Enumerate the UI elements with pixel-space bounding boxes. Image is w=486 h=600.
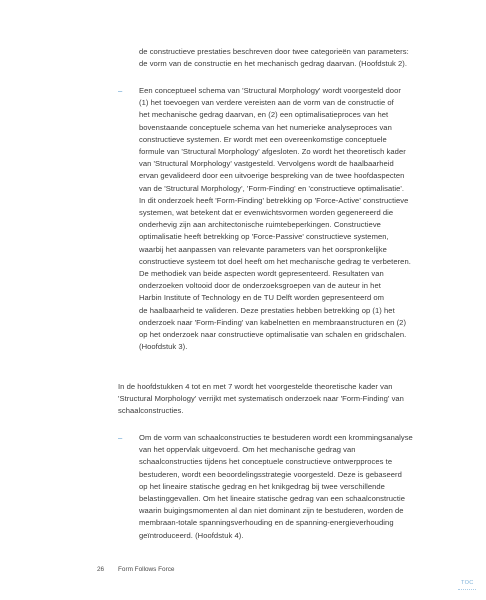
text-line: op het onderzoek naar constructieve optimalisatie van schalen en gridschalen. bbox=[139, 330, 407, 340]
text-line: belastinggevallen. Om het lineaire statische gedrag van een schaalconstructie bbox=[139, 494, 405, 504]
text-line: het mechanische gedrag daarvan, en (2) een optimalisatieproces van het bbox=[139, 110, 389, 120]
text-line: waarbij het aanpassen van relevante parameters van het oorspronkelijke bbox=[139, 244, 387, 254]
text-line: waarin buigingsmomenten al dan niet dominant zijn te bestuderen, worden de bbox=[139, 506, 404, 516]
toc-link[interactable]: TOC bbox=[461, 580, 474, 586]
text-line: geïntroduceerd. (Hoofdstuk 4). bbox=[139, 530, 244, 540]
text-line: de haalbaarheid te valideren. Deze prestaties hebben betrekking op (1) het bbox=[139, 305, 395, 315]
text-line: systemen, wat betekent dat er evenwichtsvormen worden gegenereerd die bbox=[139, 208, 394, 218]
text-line: van de 'Structural Morphology', 'Form-Finding' en 'constructieve optimalisatie'. bbox=[139, 183, 405, 193]
paragraph-chapters-overview bbox=[118, 381, 404, 418]
paragraph-intro-continuation bbox=[139, 46, 409, 70]
text-line: onderzoeken voltooid door de onderzoeksgroepen van de auteur in het bbox=[139, 281, 381, 291]
paragraph-structural-morphology bbox=[139, 85, 411, 353]
text-line: Harbin Institute of Technology en de TU Delft worden gepresenteerd om bbox=[139, 293, 385, 303]
text-line: op het lineaire statische gedrag en het knikgedrag bij twee verschillende bbox=[139, 481, 385, 491]
text-line: optimalisatie heeft betrekking op 'Force-Passive' constructieve systemen, bbox=[139, 232, 389, 242]
bullet-dash: – bbox=[118, 86, 123, 95]
toc-divider bbox=[458, 589, 476, 590]
text-line: Een conceptueel schema van 'Structural Morphology' wordt voorgesteld door bbox=[139, 86, 401, 95]
footer-running-title: Form Follows Force bbox=[118, 566, 175, 573]
text-line: bestuderen, wordt een beoordelingsstrategie voorgesteld. Deze is gebaseerd bbox=[139, 469, 402, 479]
text-line: bovenstaande conceptuele schema van het numerieke analyseproces van bbox=[139, 122, 392, 132]
text-line: schaalconstructies tijdens het conceptuele constructieve ontwerpproces te bbox=[139, 457, 393, 467]
text-line: onderzoek naar 'Form-Finding' van kabelnetten en membraanstructuren en (2) bbox=[139, 317, 407, 327]
text-line: 'Structural Morphology' verrijkt met systematisch onderzoek naar 'Form-Finding' van bbox=[118, 394, 404, 404]
text-line: In de hoofdstukken 4 tot en met 7 wordt het voorgestelde theoretische kader van bbox=[118, 382, 393, 391]
text-line: membraan-totale spanningsverhouding en de spanning-energieverhouding bbox=[139, 518, 394, 528]
text-line: van 'Structural Morphology' vastgesteld. Vervolgens wordt de haalbaarheid bbox=[139, 159, 394, 169]
text-line: formule van 'Structural Morphology' afgesloten. Zo wordt het theoretisch kader bbox=[139, 147, 406, 157]
text-line: constructieve systemen. Er wordt met een overeenkomstige conceptuele bbox=[139, 134, 387, 144]
text-line: de vorm van de constructie en het mechanisch gedrag daarvan. (Hoofdstuk 2). bbox=[139, 59, 407, 69]
footer-page-number: 26 bbox=[97, 566, 105, 573]
text-line: onderhevig zijn aan architectonische ruimtebeperkingen. Constructieve bbox=[139, 220, 381, 230]
text-line: (Hoofdstuk 3). bbox=[139, 342, 188, 352]
text-line: constructieve systeem tot doel heeft om het mechanische gedrag te verbeteren. bbox=[139, 256, 411, 266]
text-line: van het oppervlak uitgevoerd. Om het mechanische gedrag van bbox=[139, 445, 356, 455]
paragraph-chapter-4 bbox=[139, 432, 413, 542]
text-line: de constructieve prestaties beschreven door twee categorieën van parameters: bbox=[139, 47, 409, 56]
text-line: Om de vorm van schaalconstructies te bestuderen wordt een krommingsanalyse bbox=[139, 433, 413, 442]
text-line: schaalconstructies. bbox=[118, 406, 184, 416]
text-line: (1) het toevoegen van verdere vereisten aan de vorm van de constructie of bbox=[139, 98, 394, 108]
bullet-dash: – bbox=[118, 433, 123, 442]
text-line: ervan gevalideerd door een uitvoerige bespreking van de twee hoofdaspecten bbox=[139, 171, 405, 181]
text-line: In dit onderzoek heeft 'Form-Finding' betrekking op 'Force-Active' constructieve bbox=[139, 195, 409, 205]
text-line: De methodiek van beide aspecten wordt gepresenteerd. Resultaten van bbox=[139, 269, 384, 279]
